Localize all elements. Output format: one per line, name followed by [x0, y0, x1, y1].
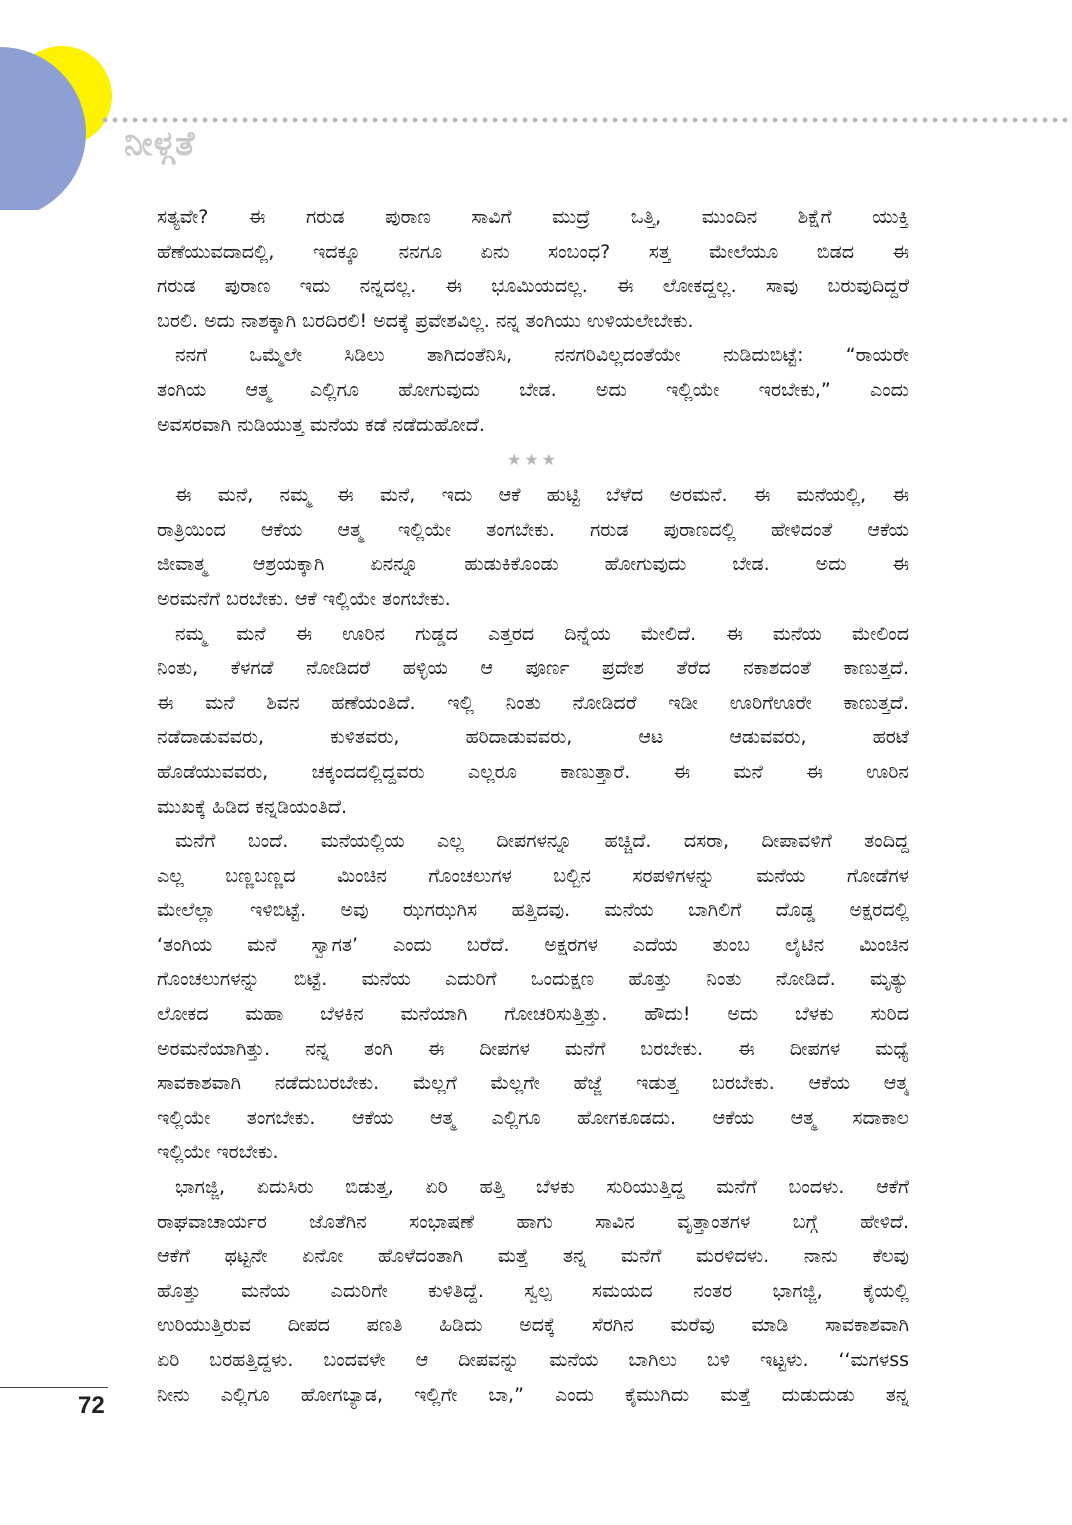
running-header-title: ನೀಳ್ಗತೆ — [124, 124, 196, 164]
corner-circles-decoration — [0, 0, 140, 210]
text-line: ಎಲ್ಲ ಬಣ್ಣಬಣ್ಣದ ಮಿಂಚಿನ ಗೊಂಚಲುಗಳ ಬಲ್ಬಿನ ಸರಪಳಿಗಳನ್ನು ಮನೆಯ ಗೋಡೆಗಳ — [157, 864, 909, 887]
text-line: ಈ ಮನೆ, ನಮ್ಮ ಈ ಮನೆ, ಇದು ಆಕೆ ಹುಟ್ಟಿ ಬೆಳೆದ ಅರಮನೆ. ಈ ಮನೆಯಲ್ಲಿ, ಈ — [175, 484, 909, 507]
text-line: ನಮ್ಮ ಮನೆ ಈ ಊರಿನ ಗುಡ್ಡದ ಎತ್ತರದ ದಿನ್ನೆಯ ಮೇಲಿದೆ. ಈ ಮನೆಯ ಮೇಲಿಂದ — [175, 622, 909, 645]
text-line: ಹೊಡೆಯುವವರು, ಚಕ್ಕಂದದಲ್ಲಿದ್ದವರು ಎಲ್ಲರೂ ಕಾಣುತ್ತಾರೆ. ಈ ಮನೆ ಈ ಊರಿನ — [157, 760, 909, 783]
page-number: 72 — [78, 1392, 105, 1419]
text-line: ಭಾಗಜ್ಜಿ, ಏದುಸಿರು ಬಿಡುತ್ತ, ಏರಿ ಹತ್ತಿ ಬೆಳಕು ಸುರಿಯುತ್ತಿದ್ದ ಮನೆಗೆ ಬಂದಳು. ಆಕೆಗೆ — [175, 1176, 909, 1199]
text-line: ಅರಮನೆಯಾಗಿತ್ತು. ನನ್ನ ತಂಗಿ ಈ ದೀಪಗಳ ಮನೆಗೆ ಬರಬೇಕು. ಈ ದೀಪಗಳ ಮಧ್ಯೆ — [157, 1037, 909, 1060]
text-line: ನನಗೆ ಒಮ್ಮೆಲೇ ಸಿಡಿಲು ತಾಗಿದಂತೆನಿಸಿ, ನನಗರಿವಿಲ್ಲದಂತೆಯೇ ನುಡಿದುಬಿಟ್ಟೆ: “ರಾಯರೇ — [175, 344, 909, 367]
text-line: ಗೊಂಚಲುಗಳನ್ನು ಬಿಟ್ಟೆ. ಮನೆಯ ಎದುರಿಗೆ ಒಂದುಕ್ಷಣ ಹೊತ್ತು ನಿಂತು ನೋಡಿದೆ. ಮೃತ್ಯು — [157, 968, 909, 991]
text-line: ನೀನು ಎಲ್ಲಿಗೂ ಹೋಗಬ್ಯಾಡ, ಇಲ್ಲಿಗೇ ಬಾ,” ಎಂದು ಕೈಮುಗಿದು ಮತ್ತೆ ದುಡುದುಡು ತನ್ನ — [157, 1383, 909, 1406]
text-line: ನಡೆದಾಡುವವರು, ಕುಳಿತವರು, ಹರಿದಾಡುವವರು, ಆಟ ಆಡುವವರು, ಹರಟೆ — [157, 726, 909, 749]
paragraph — [157, 1170, 909, 1412]
text-line: ಬರಲಿ. ಅದು ನಾಶಕ್ಕಾಗಿ ಬರದಿರಲಿ! ಅದಕ್ಕೆ ಪ್ರವೇಶವಿಲ್ಲ. ನನ್ನ ತಂಗಿಯು ಉಳಿಯಲೇಬೇಕು. — [157, 309, 694, 332]
text-line: ಜೀವಾತ್ಮ ಆಶ್ರಯಕ್ಕಾಗಿ ಏನನ್ನೂ ಹುಡುಕಿಕೊಂಡು ಹೋಗುವುದು ಬೇಡ. ಅದು ಈ — [157, 553, 909, 576]
text-line: ಸಾವಕಾಶವಾಗಿ ನಡೆದುಬರಬೇಕು. ಮೆಲ್ಲಗೆ ಮೆಲ್ಲಗೇ ಹೆಜ್ಜೆ ಇಡುತ್ತ ಬರಬೇಕು. ಆಕೆಯ ಆತ್ಮ — [157, 1072, 909, 1095]
footer-rule — [0, 1387, 108, 1388]
text-line: ಏರಿ ಬರಹತ್ತಿದ್ದಳು. ಬಂದವಳೇ ಆ ದೀಪವನ್ನು ಮನೆಯ ಬಾಗಿಲು ಬಳಿ ಇಟ್ಟಳು. ‘‘ಮಗಳss — [157, 1349, 909, 1371]
text-line: ಇಲ್ಲಿಯೇ ಇರಬೇಕು. — [157, 1141, 279, 1164]
text-line: ಮೇಲೆಲ್ಲಾ ಇಳಿಬಿಟ್ಟೆ. ಅವು ಝಗಝಗಿಸ ಹತ್ತಿದವು. ಮನೆಯ ಬಾಗಿಲಿಗೆ ದೊಡ್ಡ ಅಕ್ಷರದಲ್ಲಿ — [157, 899, 909, 922]
paragraph — [157, 824, 909, 1170]
paragraph — [157, 200, 909, 338]
text-line: ಗರುಡ ಪುರಾಣ ಇದು ನನ್ನದಲ್ಲ. ಈ ಭೂಮಿಯದಲ್ಲ. ಈ ಲೋಕದ್ದಲ್ಲ. ಸಾವು ಬರುವುದಿದ್ದರೆ — [157, 275, 909, 298]
text-line: ಅರಮನೆಗೆ ಬರಬೇಕು. ಆಕೆ ಇಲ್ಲಿಯೇ ತಂಗಬೇಕು. — [157, 587, 451, 610]
section-separator: ★★★ — [506, 450, 560, 470]
text-line: ಹೊತ್ತು ಮನೆಯ ಎದುರಿಗೇ ಕುಳಿತಿದ್ದೆ. ಸ್ವಲ್ಪ ಸಮಯದ ನಂತರ ಭಾಗಜ್ಜಿ, ಕೈಯಲ್ಲಿ — [157, 1279, 909, 1302]
text-line: ರಾಘವಾಚಾರ್ಯರ ಜೊತೆಗಿನ ಸಂಭಾಷಣೆ ಹಾಗು ಸಾವಿನ ವೃತ್ತಾಂತಗಳ ಬಗ್ಗೆ ಹೇಳಿದೆ. — [157, 1210, 909, 1233]
text-line: ರಾತ್ರಿಯಿಂದ ಆಕೆಯ ಆತ್ಮ ಇಲ್ಲಿಯೇ ತಂಗಬೇಕು. ಗರುಡ ಪುರಾಣದಲ್ಲಿ ಹೇಳಿದಂತೆ ಆಕೆಯ — [157, 518, 909, 541]
paragraph — [157, 338, 909, 442]
paragraph — [157, 617, 909, 825]
text-line: ‘ತಂಗಿಯ ಮನೆ ಸ್ವಾಗತ’ ಎಂದು ಬರೆದೆ. ಅಕ್ಷರಗಳ ಎದೆಯ ತುಂಬ ಲೈಟಿನ ಮಿಂಚಿನ — [157, 933, 909, 956]
dotted-header-rule — [100, 116, 1072, 124]
paragraph — [157, 478, 909, 616]
text-line: ಲೋಕದ ಮಹಾ ಬೆಳಕಿನ ಮನೆಯಾಗಿ ಗೋಚರಿಸುತ್ತಿತ್ತು. ಹೌದು! ಅದು ಬೆಳಕು ಸುರಿದ — [157, 1003, 909, 1026]
text-line: ಆಕೆಗೆ ಥಟ್ಟನೇ ಏನೋ ಹೊಳೆದಂತಾಗಿ ಮತ್ತೆ ತನ್ನ ಮನೆಗೆ ಮರಳಿದಳು. ನಾನು ಕೆಲವು — [157, 1245, 909, 1268]
text-line: ಮನೆಗೆ ಬಂದೆ. ಮನೆಯಲ್ಲಿಯ ಎಲ್ಲ ದೀಪಗಳನ್ನೂ ಹಚ್ಚಿದೆ. ದಸರಾ, ದೀಪಾವಳಿಗೆ ತಂದಿದ್ದ — [175, 830, 909, 853]
text-line: ತಂಗಿಯ ಆತ್ಮ ಎಲ್ಲಿಗೂ ಹೋಗುವುದು ಬೇಡ. ಅದು ಇಲ್ಲಿಯೇ ಇರಬೇಕು,” ಎಂದು — [157, 378, 909, 401]
text-line: ಹೆಣೆಯುವದಾದಲ್ಲಿ, ಇದಕ್ಕೂ ನನಗೂ ಏನು ಸಂಬಂಧ? ಸತ್ತ ಮೇಲೆಯೂ ಬಿಡದ ಈ — [157, 240, 909, 263]
text-line: ಈ ಮನೆ ಶಿವನ ಹಣೆಯಂತಿದೆ. ಇಲ್ಲಿ ನಿಂತು ನೋಡಿದರೆ ಇಡೀ ಊರಿಗೆಊರೇ ಕಾಣುತ್ತದೆ. — [157, 691, 909, 714]
text-line: ಸತ್ಯವೇ? ಈ ಗರುಡ ಪುರಾಣ ಸಾವಿಗೆ ಮುದ್ರೆ ಒತ್ತಿ, ಮುಂದಿನ ಶಿಕ್ಷೆಗೆ ಯುಕ್ತಿ — [157, 206, 909, 228]
text-line: ಅವಸರವಾಗಿ ನುಡಿಯುತ್ತ ಮನೆಯ ಕಡೆ ನಡೆದುಹೋದೆ. — [157, 413, 485, 436]
text-line: ಇಲ್ಲಿಯೇ ತಂಗಬೇಕು. ಆಕೆಯ ಆತ್ಮ ಎಲ್ಲಿಗೂ ಹೋಗಕೂಡದು. ಆಕೆಯ ಆತ್ಮ ಸದಾಕಾಲ — [157, 1106, 909, 1129]
page-body — [157, 200, 909, 1412]
text-line: ನಿಂತು, ಕೆಳಗಡೆ ನೋಡಿದರೆ ಹಳ್ಳಿಯ ಆ ಪೂರ್ಣ ಪ್ರದೇಶ ತೆರೆದ ನಕಾಶದಂತೆ ಕಾಣುತ್ತದೆ. — [157, 657, 909, 680]
text-line: ಮುಖಕ್ಕೆ ಹಿಡಿದ ಕನ್ನಡಿಯಂತಿದೆ. — [157, 795, 347, 818]
text-line: ಉರಿಯುತ್ತಿರುವ ದೀಪದ ಪಣತಿ ಹಿಡಿದು ಅದಕ್ಕೆ ಸೆರಗಿನ ಮರೆವು ಮಾಡಿ ಸಾವಕಾಶವಾಗಿ — [157, 1314, 909, 1337]
